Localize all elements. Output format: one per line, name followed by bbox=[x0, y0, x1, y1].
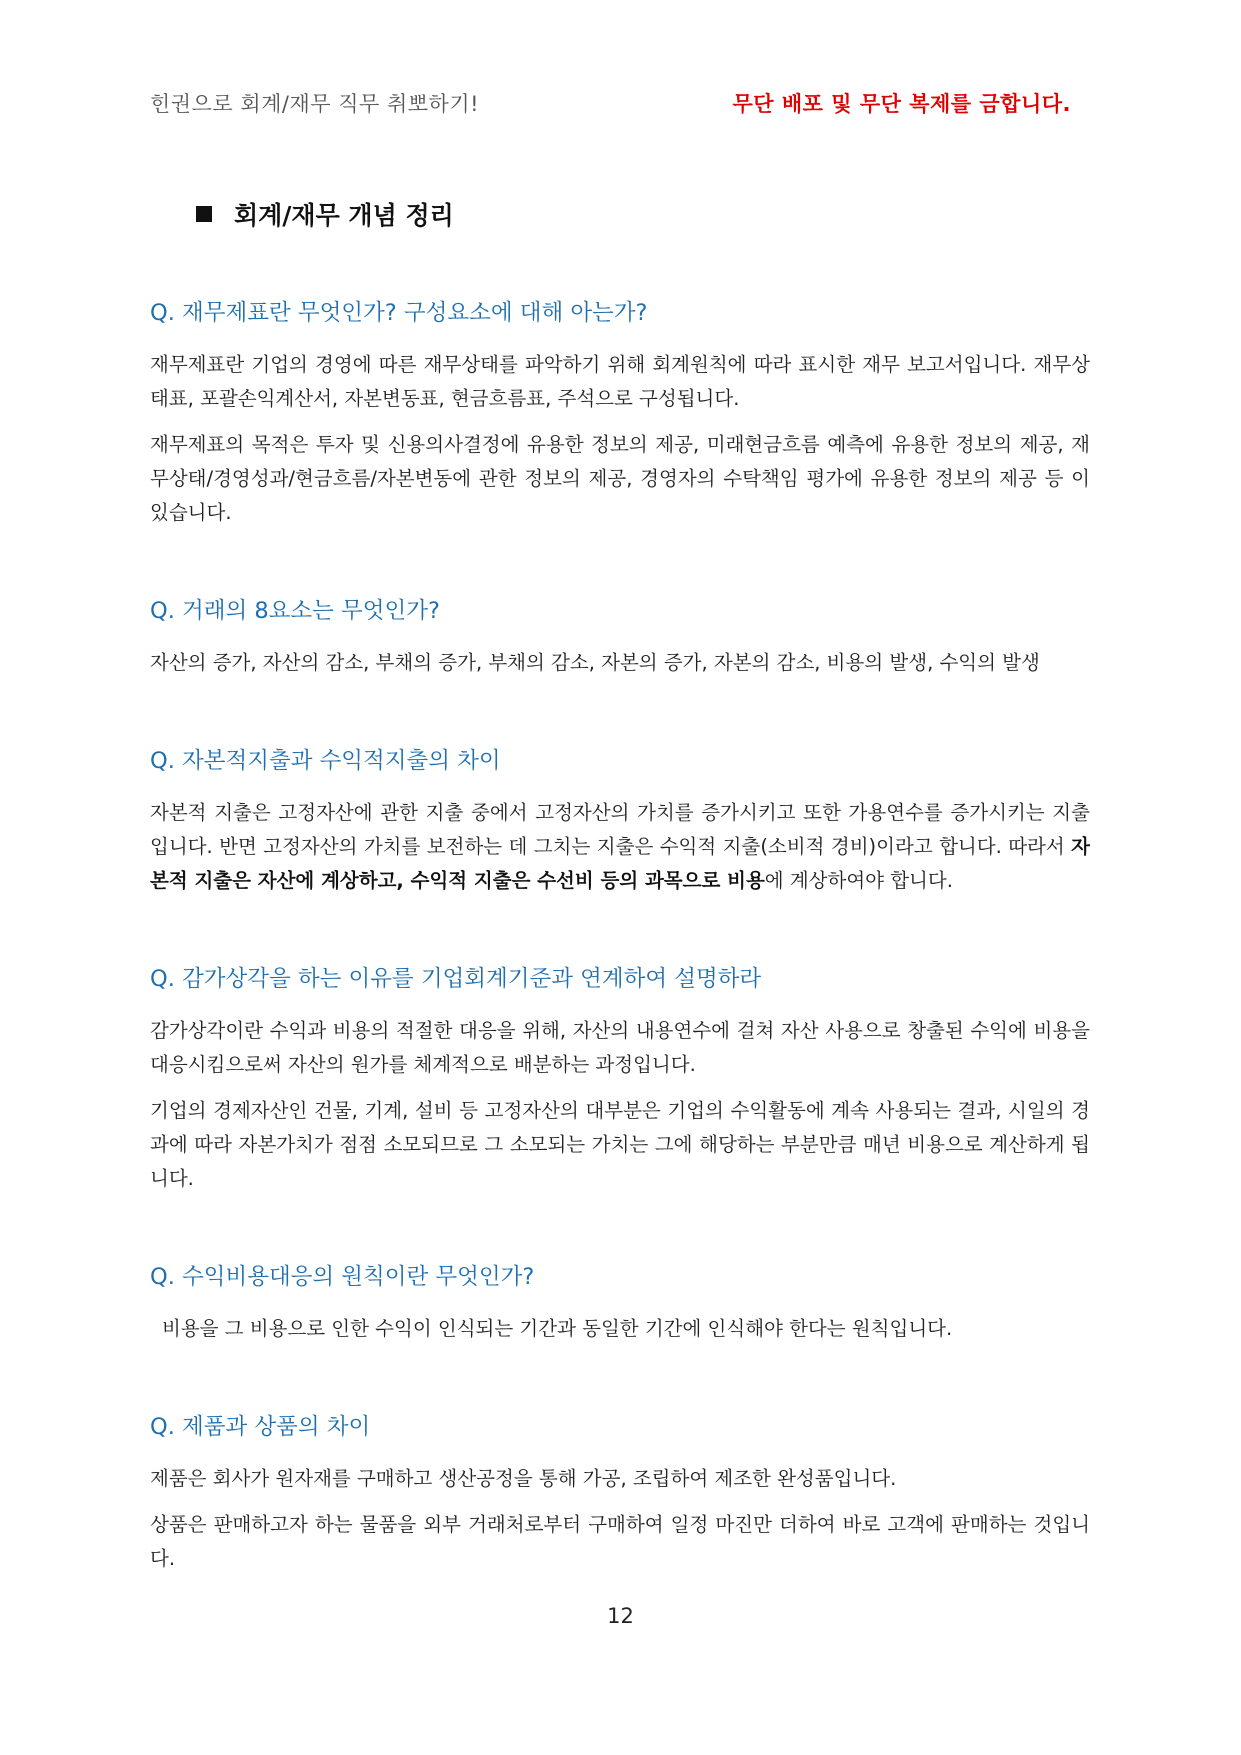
question: Q. 거래의 8요소는 무엇인가? bbox=[150, 598, 440, 624]
answer-paragraph: 비용을 그 비용으로 인한 수익이 인식되는 기간과 동일한 기간에 인식해야 한다는 원칙입니다. bbox=[162, 1317, 953, 1340]
answer-text: 에 계상하여야 합니다. bbox=[764, 869, 953, 892]
section-title-text: 회계/재무 개념 정리 bbox=[234, 201, 454, 230]
question: Q. 감가상각을 하는 이유를 기업회계기준과 연계하여 설명하라 bbox=[150, 966, 762, 992]
page-number: 12 bbox=[607, 1604, 634, 1628]
qa-item bbox=[150, 962, 1090, 1196]
answer-paragraph: 재무제표의 목적은 투자 및 신용의사결정에 유용한 정보의 제공, 미래현금흐름 예측에 유용한 정보의 제공, 재무상태/경영성과/현금흐름/자본변동에 관한 정보의 제공, 경영자의 수탁책임 평가에 유용한 정보의 제공 등 이 있습니다. bbox=[150, 433, 1090, 524]
answer-text: 자본적 지출은 고정자산에 관한 지출 중에서 고정자산의 가치를 증가시키고 또한 가용연수를 증가시키는 지출입니다. 반면 고정자산의 가치를 보전하는 데 그치는 지출은 수익적 지출(소비적 경비)이라고 합니다. 따라서 bbox=[150, 801, 1090, 858]
question: Q. 재무제표란 무엇인가? 구성요소에 대해 아는가? bbox=[150, 300, 648, 326]
qa-content bbox=[150, 296, 1090, 1640]
copyright-notice: 무단 배포 및 무단 복제를 금합니다. bbox=[732, 92, 1071, 116]
question: Q. 자본적지출과 수익적지출의 차이 bbox=[150, 748, 501, 774]
qa-item bbox=[150, 1410, 1090, 1576]
qa-item bbox=[150, 1260, 1090, 1346]
answer-paragraph: 기업의 경제자산인 건물, 기계, 설비 등 고정자산의 대부분은 기업의 수익활동에 계속 사용되는 결과, 시일의 경과에 따라 자본가치가 점점 소모되므로 그 소모되는 가치는 그에 해당하는 부분만큼 매년 비용으로 계산하게 됩니다. bbox=[150, 1099, 1090, 1190]
square-bullet-icon bbox=[196, 206, 212, 222]
qa-item bbox=[150, 744, 1090, 898]
answer-paragraph: 제품은 회사가 원자재를 구매하고 생산공정을 통해 가공, 조립하여 제조한 완성품입니다. bbox=[150, 1467, 897, 1490]
header-title: 힌권으로 회계/재무 직무 취뽀하기! bbox=[150, 92, 480, 116]
answer-paragraph: 재무제표란 기업의 경영에 따른 재무상태를 파악하기 위해 회계원칙에 따라 표시한 재무 보고서입니다. 재무상태표, 포괄손익계산서, 자본변동표, 현금흐름표, 주석으로 구성됩니다. bbox=[150, 353, 1090, 410]
answer-paragraph: 감가상각이란 수익과 비용의 적절한 대응을 위해, 자산의 내용연수에 걸쳐 자산 사용으로 창출된 수익에 비용을 대응시킴으로써 자산의 원가를 체계적으로 배분하는 과정입니다. bbox=[150, 1019, 1090, 1076]
answer-bold-text: 자본적 지출은 자산에 계상하고, 수익적 지출은 수선비 등의 과목으로 비용 bbox=[150, 835, 1090, 892]
question: Q. 수익비용대응의 원칙이란 무엇인가? bbox=[150, 1264, 535, 1290]
question: Q. 제품과 상품의 차이 bbox=[150, 1414, 371, 1440]
qa-item bbox=[150, 594, 1090, 680]
answer-paragraph: 자산의 증가, 자산의 감소, 부채의 증가, 부채의 감소, 자본의 증가, 자본의 감소, 비용의 발생, 수익의 발생 bbox=[150, 651, 1040, 674]
section-title bbox=[196, 196, 454, 232]
answer-paragraph: 상품은 판매하고자 하는 물품을 외부 거래처로부터 구매하여 일정 마진만 더하여 바로 고객에 판매하는 것입니다. bbox=[150, 1513, 1090, 1570]
qa-item bbox=[150, 296, 1090, 530]
answer-paragraph bbox=[150, 796, 1090, 898]
